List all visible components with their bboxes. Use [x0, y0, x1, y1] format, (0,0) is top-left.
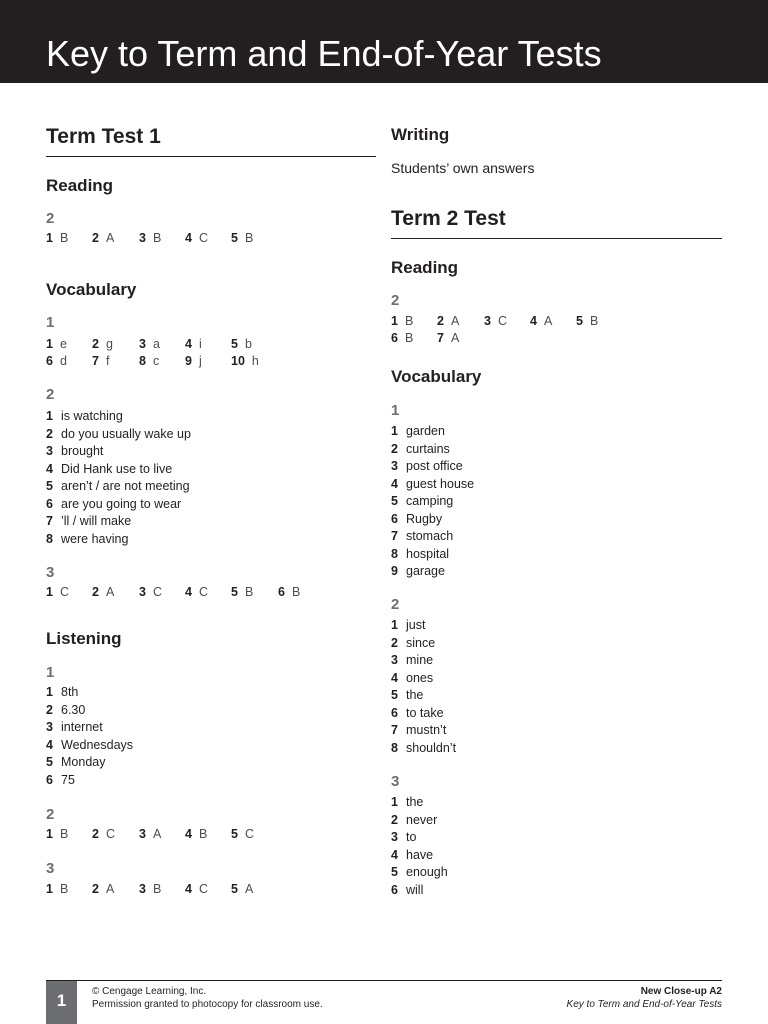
answer-item [185, 230, 208, 247]
item-answer: A [152, 827, 162, 841]
answer-item [231, 336, 252, 353]
item-number: 2 [46, 702, 53, 717]
section-heading-vocabulary: Vocabulary [391, 367, 482, 386]
answer-item [46, 584, 69, 601]
item-number: 6 [278, 585, 285, 599]
answer-list [46, 408, 191, 548]
item-answer: to take [406, 705, 444, 720]
list-item [391, 546, 474, 564]
answer-item [46, 826, 68, 843]
item-number: 1 [391, 618, 398, 632]
item-number: 4 [391, 670, 398, 685]
item-answer: garage [406, 564, 445, 578]
item-answer: B [589, 314, 599, 328]
item-answer: stomach [406, 529, 454, 543]
list-item [391, 670, 456, 688]
item-answer: C [198, 585, 208, 599]
answer-item [185, 336, 202, 353]
answer-item [231, 353, 259, 370]
answer-item [92, 336, 113, 353]
item-number: 2 [391, 441, 398, 456]
item-answer: i [198, 337, 202, 351]
list-item [46, 754, 133, 772]
answer-item [530, 313, 552, 330]
item-answer: Monday [61, 755, 106, 769]
answer-item [46, 353, 67, 370]
list-item [391, 423, 474, 441]
answer-list [46, 684, 133, 789]
item-answer: mine [406, 653, 434, 667]
item-answer: were having [61, 531, 129, 546]
list-item [46, 426, 191, 444]
list-item [46, 408, 191, 426]
item-number: 3 [139, 882, 146, 896]
question-number: 2 [46, 806, 55, 823]
item-answer: 6.30 [61, 702, 86, 717]
item-answer: will [406, 882, 424, 897]
item-number: 4 [391, 847, 398, 862]
answer-item [391, 313, 413, 330]
item-answer: A [105, 882, 115, 896]
footer-divider [46, 980, 722, 981]
item-number: 8 [391, 546, 398, 561]
list-item [391, 829, 448, 847]
item-answer: C [244, 827, 254, 841]
answer-list [391, 794, 448, 899]
list-item [391, 476, 474, 494]
item-number: 4 [46, 461, 53, 476]
answer-item [185, 584, 208, 601]
item-answer: B [404, 331, 414, 345]
item-answer: mustn’t [406, 723, 447, 737]
item-number: 1 [46, 409, 53, 423]
answer-item [92, 584, 114, 601]
item-answer: A [244, 882, 254, 896]
item-answer: h [251, 354, 259, 368]
list-item [391, 722, 456, 740]
item-number: 8 [391, 740, 398, 755]
question-number: 2 [391, 292, 400, 309]
item-number: 1 [391, 424, 398, 438]
book-title: New Close-up A2 [640, 986, 722, 997]
divider [46, 156, 376, 157]
item-answer: d [59, 354, 67, 368]
list-item [391, 652, 456, 670]
list-item [391, 528, 474, 546]
item-number: 2 [391, 635, 398, 650]
answer-item [391, 330, 413, 347]
item-number: 6 [46, 496, 53, 511]
answer-item [185, 826, 207, 843]
item-number: 2 [92, 585, 99, 599]
item-answer: B [244, 585, 254, 599]
item-answer: a [152, 337, 160, 351]
answer-item [185, 353, 202, 370]
item-number: 7 [46, 514, 53, 528]
answer-item [139, 881, 161, 898]
answer-list [391, 617, 456, 757]
item-answer: B [59, 827, 69, 841]
item-number: 4 [185, 337, 192, 351]
item-number: 1 [46, 685, 53, 699]
list-item [391, 847, 448, 865]
item-answer: internet [61, 720, 103, 734]
item-number: 3 [46, 720, 53, 734]
book-subtitle: Key to Term and End-of-Year Tests [566, 999, 722, 1010]
item-answer: B [198, 827, 208, 841]
item-answer: are you going to wear [61, 496, 182, 511]
item-answer: is watching [61, 409, 123, 423]
item-number: 4 [185, 827, 192, 841]
item-answer: post office [406, 459, 463, 473]
item-answer: C [198, 231, 208, 245]
item-answer: j [198, 354, 202, 368]
item-number: 6 [391, 882, 398, 897]
section-heading-listening: Listening [46, 629, 122, 648]
item-number: 3 [46, 444, 53, 458]
list-item [391, 458, 474, 476]
answer-item [278, 584, 300, 601]
item-answer: shouldn’t [406, 740, 457, 755]
item-number: 2 [46, 426, 53, 441]
item-answer: do you usually wake up [61, 426, 191, 441]
item-number: 7 [437, 331, 444, 345]
answer-item [92, 230, 114, 247]
list-item [46, 496, 191, 514]
item-answer: A [450, 314, 460, 328]
question-number: 1 [46, 664, 55, 681]
item-number: 2 [92, 827, 99, 841]
item-number: 6 [391, 511, 398, 526]
item-number: 4 [530, 314, 537, 328]
item-number: 9 [391, 564, 398, 578]
section-heading-reading: Reading [391, 258, 459, 277]
writing-answer: Students’ own answers [391, 160, 535, 176]
item-answer: Wednesdays [61, 737, 134, 752]
permission-text: Permission granted to photocopy for classroom use. [92, 999, 323, 1010]
divider [391, 238, 722, 239]
item-number: 1 [46, 827, 53, 841]
list-item [46, 772, 133, 790]
page-title: Key to Term and End-of-Year Tests [46, 33, 602, 74]
item-number: 5 [391, 494, 398, 508]
answer-item [139, 826, 161, 843]
footer-book-info [567, 985, 722, 1011]
item-number: 7 [92, 354, 99, 368]
item-answer: camping [406, 494, 454, 508]
item-answer: C [198, 882, 208, 896]
item-answer: B [291, 585, 301, 599]
item-answer: never [406, 812, 438, 827]
item-number: 5 [46, 479, 53, 493]
item-number: 2 [92, 337, 99, 351]
item-answer: the [406, 688, 424, 702]
item-answer: A [105, 231, 115, 245]
item-number: 10 [231, 354, 245, 368]
item-number: 3 [484, 314, 491, 328]
item-answer: A [450, 331, 460, 345]
item-answer: B [244, 231, 254, 245]
question-number: 2 [46, 386, 55, 403]
answer-item [484, 313, 507, 330]
item-number: 5 [231, 337, 238, 351]
item-number: 4 [185, 585, 192, 599]
item-answer: have [406, 847, 434, 862]
answer-list [391, 423, 474, 581]
item-number: 2 [391, 812, 398, 827]
answer-item [92, 826, 115, 843]
item-number: 6 [46, 354, 53, 368]
item-number: 6 [391, 331, 398, 345]
item-answer: since [406, 635, 436, 650]
item-number: 8 [139, 354, 146, 368]
question-number: 1 [391, 402, 400, 419]
item-number: 2 [437, 314, 444, 328]
page-number: 1 [46, 981, 77, 1024]
item-number: 4 [391, 476, 398, 491]
item-answer: A [543, 314, 553, 328]
list-item [46, 531, 191, 549]
item-number: 2 [92, 882, 99, 896]
title-banner [0, 0, 768, 83]
list-item [46, 702, 133, 720]
item-number: 1 [46, 585, 53, 599]
question-number: 3 [46, 564, 55, 581]
copyright-text: © Cengage Learning, Inc. [92, 986, 207, 997]
list-item [391, 740, 456, 758]
item-number: 1 [391, 795, 398, 809]
item-number: 3 [139, 585, 146, 599]
list-item [391, 635, 456, 653]
item-number: 3 [139, 827, 146, 841]
answer-item [231, 881, 253, 898]
item-number: 6 [391, 705, 398, 720]
question-number: 2 [391, 596, 400, 613]
answer-item [437, 313, 459, 330]
answer-item [231, 230, 253, 247]
test-title: Term Test 1 [46, 125, 161, 148]
item-answer: f [105, 354, 110, 368]
item-answer: c [152, 354, 160, 368]
list-item [46, 478, 191, 496]
item-number: 6 [46, 772, 53, 787]
item-number: 4 [185, 231, 192, 245]
list-item [391, 864, 448, 882]
item-answer: g [105, 337, 113, 351]
item-number: 4 [46, 737, 53, 752]
item-number: 5 [231, 827, 238, 841]
item-answer: B [152, 882, 162, 896]
item-number: 3 [139, 337, 146, 351]
item-answer: C [497, 314, 507, 328]
item-number: 5 [231, 231, 238, 245]
answer-item [231, 826, 254, 843]
item-number: 1 [391, 314, 398, 328]
answer-item [46, 230, 68, 247]
item-answer: Did Hank use to live [61, 461, 173, 476]
answer-item [139, 336, 160, 353]
list-item [46, 737, 133, 755]
item-answer: aren’t / are not meeting [61, 479, 190, 493]
item-number: 3 [391, 830, 398, 844]
item-number: 4 [185, 882, 192, 896]
answer-item [139, 230, 161, 247]
item-number: 5 [391, 865, 398, 879]
item-answer: ones [406, 670, 434, 685]
item-answer: B [404, 314, 414, 328]
answer-item [139, 584, 162, 601]
section-heading-writing: Writing [391, 125, 450, 144]
question-number: 3 [46, 860, 55, 877]
question-number: 3 [391, 773, 400, 790]
list-item [391, 441, 474, 459]
list-item [391, 511, 474, 529]
section-heading-vocabulary: Vocabulary [46, 280, 137, 299]
answer-item [92, 881, 114, 898]
item-number: 3 [391, 459, 398, 473]
section-heading-reading: Reading [46, 176, 114, 195]
item-number: 1 [46, 882, 53, 896]
item-answer: B [59, 231, 69, 245]
footer-credits [92, 985, 323, 1011]
answer-item [185, 881, 208, 898]
item-number: 2 [92, 231, 99, 245]
item-number: 1 [46, 231, 53, 245]
question-number: 1 [46, 314, 55, 331]
list-item [391, 617, 456, 635]
item-answer: ’ll / will make [61, 514, 132, 528]
item-answer: curtains [406, 441, 450, 456]
item-answer: 8th [61, 685, 79, 699]
item-answer: 75 [61, 772, 75, 787]
item-answer: the [406, 795, 424, 809]
item-answer: enough [406, 865, 448, 879]
list-item [46, 443, 191, 461]
list-item [391, 794, 448, 812]
item-number: 7 [391, 723, 398, 737]
item-number: 5 [231, 882, 238, 896]
item-answer: garden [406, 424, 445, 438]
item-answer: Rugby [406, 511, 443, 526]
item-answer: e [59, 337, 67, 351]
item-number: 5 [391, 688, 398, 702]
answer-item [46, 881, 68, 898]
list-item [391, 705, 456, 723]
answer-item [437, 330, 459, 347]
list-item [391, 563, 474, 581]
item-number: 9 [185, 354, 192, 368]
list-item [46, 719, 133, 737]
list-item [391, 493, 474, 511]
item-number: 5 [231, 585, 238, 599]
item-number: 7 [391, 529, 398, 543]
item-answer: B [152, 231, 162, 245]
item-number: 8 [46, 531, 53, 546]
item-answer: C [105, 827, 115, 841]
question-number: 2 [46, 210, 55, 227]
list-item [391, 812, 448, 830]
test-title: Term 2 Test [391, 207, 506, 230]
item-number: 3 [139, 231, 146, 245]
item-answer: b [244, 337, 252, 351]
list-item [46, 513, 191, 531]
item-answer: B [59, 882, 69, 896]
item-answer: hospital [406, 546, 450, 561]
answer-item [576, 313, 598, 330]
answer-item [92, 353, 109, 370]
answer-item [231, 584, 253, 601]
list-item [46, 461, 191, 479]
item-answer: guest house [406, 476, 475, 491]
list-item [391, 687, 456, 705]
item-answer: to [406, 830, 417, 844]
item-number: 1 [46, 337, 53, 351]
item-answer: A [105, 585, 115, 599]
item-number: 3 [391, 653, 398, 667]
item-answer: brought [61, 444, 104, 458]
item-number: 5 [576, 314, 583, 328]
list-item [391, 882, 448, 900]
item-number: 5 [46, 755, 53, 769]
item-answer: C [59, 585, 69, 599]
item-answer: C [152, 585, 162, 599]
answer-item [139, 353, 159, 370]
list-item [46, 684, 133, 702]
item-answer: just [406, 618, 426, 632]
answer-item [46, 336, 67, 353]
